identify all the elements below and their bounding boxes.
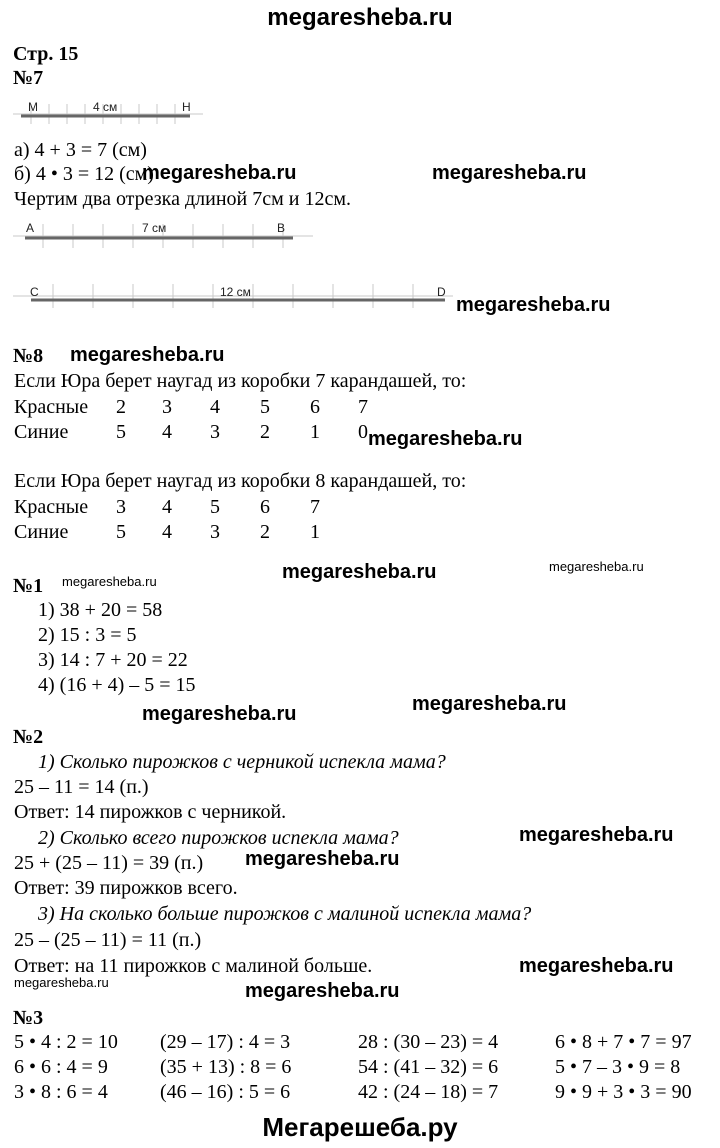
blue-label: Синие (14, 521, 69, 543)
task2-question-1: 1) Сколько пирожков с черникой испекла мама? (38, 751, 446, 773)
red-label: Красные (14, 396, 89, 418)
task2-solution-3: 25 – (25 – 11) = 11 (п.) (14, 929, 202, 951)
task7-draw-note: Чертим два отрезка длиной 7см и 12см. (14, 188, 352, 210)
task3-row (14, 1080, 714, 1104)
page-label: Стр. 15 (13, 43, 79, 65)
table-cell: 7 (310, 496, 320, 518)
watermark: megaresheba.ru (142, 703, 297, 725)
red-label: Красные (14, 496, 89, 518)
task2-question-3: 3) На сколько больше пирожков с малиной испекла мама? (38, 903, 532, 925)
table-cell: 5 (260, 396, 270, 418)
task1-line: 2) 15 : 3 = 5 (38, 624, 137, 646)
segment-ab-end: B (277, 221, 286, 235)
task3-number: №3 (13, 1007, 44, 1029)
segment-mn-end: H (182, 100, 191, 114)
table-cell: 5 (116, 521, 126, 543)
watermark: megaresheba.ru (519, 824, 674, 846)
task3-row (14, 1055, 714, 1079)
segment-mn (13, 94, 213, 134)
task1-line: 3) 14 : 7 + 20 = 22 (38, 649, 188, 671)
watermark: megaresheba.ru (62, 574, 157, 589)
watermark: megaresheba.ru (549, 559, 644, 574)
task2-number: №2 (13, 726, 44, 748)
watermark: megaresheba.ru (456, 294, 611, 316)
blue-label: Синие (14, 421, 69, 443)
task1-line: 1) 38 + 20 = 58 (38, 599, 163, 621)
table-cell: 2 (116, 396, 126, 418)
task2-question-2: 2) Сколько всего пирожков испекла мама? (38, 827, 399, 849)
task1-number: №1 (13, 575, 44, 597)
watermark: megaresheba.ru (14, 975, 109, 990)
watermark: megaresheba.ru (70, 344, 225, 366)
task3-row (14, 1030, 714, 1054)
task3-cell: (46 – 16) : 5 = 6 (160, 1081, 291, 1103)
segment-ab-start: A (26, 221, 35, 235)
watermark: megaresheba.ru (142, 162, 297, 184)
watermark: megaresheba.ru (245, 848, 400, 870)
segment-mn-start: M (28, 100, 38, 114)
watermark: megaresheba.ru (282, 561, 437, 583)
task8-number: №8 (13, 345, 44, 367)
task8-case2-blue-row (14, 520, 414, 544)
table-cell: 1 (310, 521, 320, 543)
task3-cell: 54 : (41 – 32) = 6 (358, 1056, 499, 1078)
watermark: megaresheba.ru (412, 693, 567, 715)
task3-cell: 6 • 6 : 4 = 9 (14, 1056, 108, 1078)
table-cell: 2 (260, 421, 270, 443)
table-cell: 3 (116, 496, 126, 518)
table-cell: 3 (210, 521, 220, 543)
table-cell: 2 (260, 521, 270, 543)
task3-cell: 28 : (30 – 23) = 4 (358, 1031, 499, 1053)
table-cell: 1 (310, 421, 320, 443)
task3-cell: (29 – 17) : 4 = 3 (160, 1031, 291, 1053)
site-header: megaresheba.ru (267, 4, 453, 31)
watermark: megaresheba.ru (519, 955, 674, 977)
task2-solution-2: 25 + (25 – 11) = 39 (п.) (14, 852, 204, 874)
table-cell: 0 (358, 421, 368, 443)
task7-line-a: а) 4 + 3 = 7 (см) (14, 139, 147, 161)
task8-case1-intro: Если Юра берет наугад из коробки 7 карандашей, то: (14, 370, 467, 392)
task3-cell: 42 : (24 – 18) = 7 (358, 1081, 499, 1103)
segment-cd-start: C (30, 285, 39, 299)
site-footer: Мегарешеба.ру (262, 1112, 458, 1142)
segment-ab-length: 7 см (142, 221, 167, 235)
table-cell: 6 (310, 396, 320, 418)
task3-cell: 6 • 8 + 7 • 7 = 97 (555, 1031, 692, 1053)
task8-case2-red-row (14, 495, 414, 519)
task2-answer-2: Ответ: 39 пирожков всего. (14, 877, 238, 899)
watermark: megaresheba.ru (368, 428, 523, 450)
segment-cd-end: D (437, 285, 446, 299)
segment-cd-length: 12 см (220, 285, 251, 299)
task3-cell: (35 + 13) : 8 = 6 (160, 1056, 292, 1078)
task8-case1-blue-row (14, 420, 414, 444)
task2-answer-3: Ответ: на 11 пирожков с малиной больше. (14, 955, 373, 977)
table-cell: 6 (260, 496, 270, 518)
segment-cd (13, 280, 458, 316)
table-cell: 4 (162, 496, 172, 518)
task3-cell: 9 • 9 + 3 • 3 = 90 (555, 1081, 692, 1103)
table-cell: 5 (210, 496, 220, 518)
task1-line: 4) (16 + 4) – 5 = 15 (38, 674, 196, 696)
task3-cell: 5 • 7 – 3 • 9 = 8 (555, 1056, 681, 1078)
task8-case2-intro: Если Юра берет наугад из коробки 8 карандашей, то: (14, 470, 467, 492)
table-cell: 4 (210, 396, 220, 418)
segment-ab (13, 218, 323, 256)
table-cell: 5 (116, 421, 126, 443)
task2-solution-1: 25 – 11 = 14 (п.) (14, 776, 149, 798)
table-cell: 4 (162, 521, 172, 543)
task3-cell: 3 • 8 : 6 = 4 (14, 1081, 108, 1103)
watermark: megaresheba.ru (245, 980, 400, 1002)
table-cell: 4 (162, 421, 172, 443)
task3-cell: 5 • 4 : 2 = 10 (14, 1031, 118, 1053)
task8-case1-red-row (14, 395, 414, 419)
table-cell: 3 (162, 396, 172, 418)
task7-number: №7 (13, 67, 44, 89)
table-cell: 3 (210, 421, 220, 443)
watermark: megaresheba.ru (432, 162, 587, 184)
segment-mn-length: 4 см (93, 100, 118, 114)
task7-line-b: б) 4 • 3 = 12 (см) (14, 163, 154, 185)
table-cell: 7 (358, 396, 368, 418)
task2-answer-1: Ответ: 14 пирожков с черникой. (14, 801, 287, 823)
